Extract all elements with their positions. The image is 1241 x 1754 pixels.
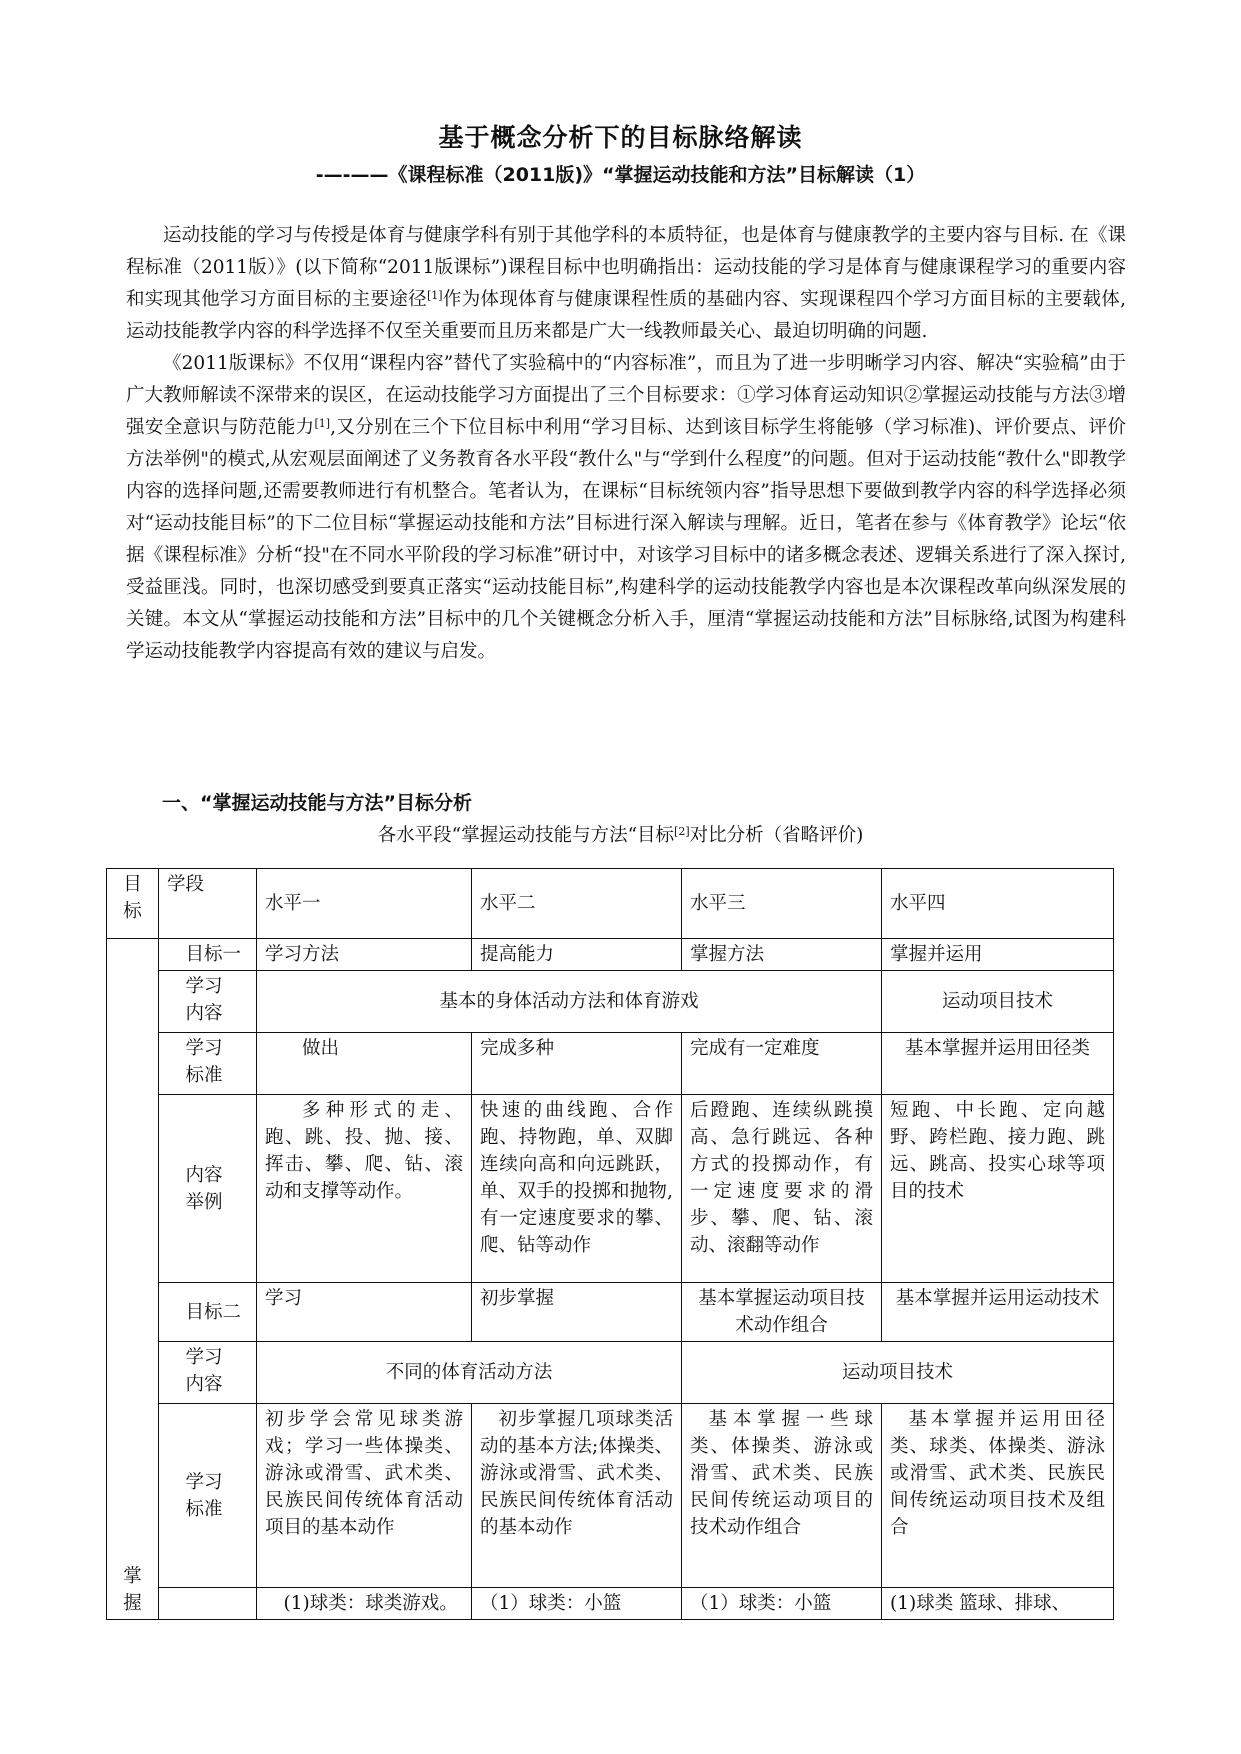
header-stage: 学段 (159, 869, 257, 939)
header-level-4: 水平四 (882, 869, 1114, 939)
goal2-label: 目标二 (159, 1283, 257, 1342)
goal2-level-2: 初步掌握 (472, 1283, 682, 1342)
goal1-level-3: 掌握方法 (682, 939, 882, 971)
goal2-level-1: 学习 (257, 1283, 472, 1342)
goal1-standard-label: 学习 标准 (159, 1033, 257, 1095)
goal1-content-b: 运动项目技术 (882, 971, 1114, 1033)
goal1-level-2: 提高能力 (472, 939, 682, 971)
paragraph: 《2011版课标》不仅用“课程内容”替代了实验稿中的“内容标准”，而且为了进一步明晰学习内容、解决“实验稿”由于广大教师解读不深带来的误区，在运动技能学习方面提出了三个目标要求：①学习体育运动知识②掌握运动技能与方法③增强安全意识与防范能力[1],又分别在三个下位目标中利用“学习目标、达到该目标学生将能够（学习标准)、评价要点、评价方法举例"的模式,从宏观层面阐述了义务教育各水平段“教什么"与“学到什么程度”的问题。但对于运动技能“教什么"即教学内容的选择问题,还需要教师进行有机整合。笔者认为，在课标“目标统领内容”指导思想下要做到教学内容的科学选择必须对“运动技能目标”的下二位目标“掌握运动技能和方法”目标进行深入解读与理解。近日，笔者在参与《体育教学》论坛“依据《课程标准》分析“投"在不同水平阶段的学习标准”研讨中，对该学习目标中的诸多概念表述、逻辑关系进行了深入探讨,受益匪浅。同时，也深切感受到要真正落实“运动技能目标”,构建科学的运动技能教学内容也是本次课程改革向纵深发展的关键。本文从“掌握运动技能和方法”目标中的几个关键概念分析入手，厘清“掌握运动技能和方法”目标脉络,试图为构建科学运动技能教学内容提高有效的建议与启发。 (126, 353, 1126, 662)
body-text (126, 220, 1126, 668)
goal2-content-row (107, 1342, 1114, 1404)
goal2-standard-2: 初步掌握几项球类活动的基本方法;体操类、游泳或滑雪、武术类、民族民间传统体育活动的基本动作 (472, 1404, 682, 1588)
goal1-content-row (107, 971, 1114, 1033)
document-subtitle: -—-——《课程标准（2011版)》“掌握运动技能和方法”目标解读（1） (315, 164, 926, 186)
goal1-example-4: 短跑、中长跑、定向越野、跨栏跑、接力跑、跳远、跳高、投实心球等项目的技术 (882, 1095, 1114, 1283)
header-level-3: 水平三 (682, 869, 882, 939)
corner-cell: 目 标 (107, 869, 159, 939)
goal1-content-label: 学习 内容 (159, 971, 257, 1033)
goal2-standard-1: 初步学会常见球类游戏；学习一些体操类、游泳或滑雪、武术类、民族民间传统体育活动项目的基本动作 (257, 1404, 472, 1588)
goal1-content-a: 基本的身体活动方法和体育游戏 (257, 971, 882, 1033)
goal2-last-3: （1）球类：小篮 (682, 1588, 882, 1620)
goal2-last-label (159, 1588, 257, 1620)
side-label-cell: 掌 握 (107, 939, 159, 1620)
goal1-standard-3: 完成有一定难度 (682, 1033, 882, 1095)
goal2-content-a: 不同的体育活动方法 (257, 1342, 682, 1404)
citation-ref: [1] (426, 289, 443, 302)
document-title: 基于概念分析下的目标脉络解读 (438, 123, 803, 152)
paragraph: 运动技能的学习与传授是体育与健康学科有别于其他学科的本质特征，也是体育与健康教学的主要内容与目标. 在《课程标准（2011版）》(以下简称“2011版课标”)课程目标中也明确指出：运动技能的学习是体育与健康课程学习的重要内容和实现其他学习方面目标的主要途径[1]作为体现体育与健康课程性质的基础内容、实现课程四个学习方面目标的主要载体,运动技能教学内容的科学选择不仅至关重要而且历来都是广大一线教师最关心、最迫切明确的问题. (126, 225, 1126, 342)
goal2-last-1: (1)球类：球类游戏。 (257, 1588, 472, 1620)
goal1-standard-4: 基本掌握并运用田径类 (882, 1033, 1114, 1095)
citation-ref: [1] (314, 417, 331, 430)
goal2-last-row (107, 1588, 1114, 1620)
section-heading: 一、“掌握运动技能与方法”目标分析 (162, 792, 472, 814)
table-header-row (107, 869, 1114, 939)
goal1-standard-2: 完成多种 (472, 1033, 682, 1095)
goal2-row (107, 1283, 1114, 1342)
citation-ref: [2] (674, 825, 690, 838)
goal1-level-4: 掌握并运用 (882, 939, 1114, 971)
goal1-level-1: 学习方法 (257, 939, 472, 971)
goal1-example-2: 快速的曲线跑、合作跑、持物跑，单、双脚连续向高和向远跳跃，单、双手的投掷和抛物,有一定速度要求的攀、爬、钻等动作 (472, 1095, 682, 1283)
goal1-label: 目标一 (159, 939, 257, 971)
goals-comparison-table (106, 868, 1114, 1620)
goal2-last-2: （1）球类：小篮 (472, 1588, 682, 1620)
goal1-example-row (107, 1095, 1114, 1283)
goal1-example-1: 多种形式的走、跑、跳、投、抛、接、挥击、攀、爬、钻、滚动和支撑等动作。 (257, 1095, 472, 1283)
header-level-2: 水平二 (472, 869, 682, 939)
goal1-row (107, 939, 1114, 971)
goal2-level-3: 基本掌握运动项目技术动作组合 (682, 1283, 882, 1342)
table-caption: 各水平段“掌握运动技能与方法“目标[2]对比分析（省略评价) (377, 825, 864, 846)
goal2-standard-4: 基本掌握并运用田径类、球类、体操类、游泳或滑雪、武术类、民族民间传统运动项目技术及组合 (882, 1404, 1114, 1588)
goal1-example-3: 后蹬跑、连续纵跳摸高、急行跳远、各种方式的投掷动作，有一定速度要求的滑步、攀、爬、钻、滚动、滚翻等动作 (682, 1095, 882, 1283)
goal2-last-4: (1)球类 篮球、排球、 (882, 1588, 1114, 1620)
header-level-1: 水平一 (257, 869, 472, 939)
goal2-level-4: 基本掌握并运用运动技术 (882, 1283, 1114, 1342)
goal2-content-label: 学习 内容 (159, 1342, 257, 1404)
goal2-content-b: 运动项目技术 (682, 1342, 1114, 1404)
goal2-standard-label: 学习 标准 (159, 1404, 257, 1588)
goal1-example-label: 内容 举例 (159, 1095, 257, 1283)
goal2-standard-row (107, 1404, 1114, 1588)
goal2-standard-3: 基本掌握一些球类、体操类、游泳或滑雪、武术类、民族民间传统运动项目的技术动作组合 (682, 1404, 882, 1588)
goal1-standard-row (107, 1033, 1114, 1095)
goal1-standard-1: 做出 (257, 1033, 472, 1095)
